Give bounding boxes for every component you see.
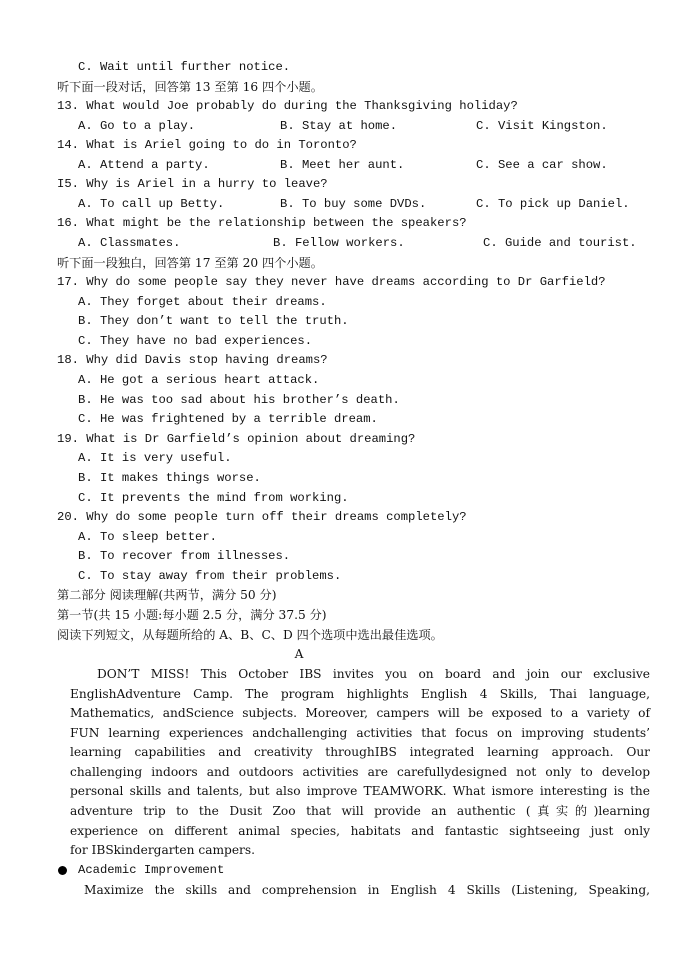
- q18-option-b: B. He was too sad about his brother’s death.: [78, 393, 400, 407]
- q15-option-b: B. To buy some DVDs.: [280, 197, 427, 211]
- q17-option-c: C. They have no bad experiences.: [78, 334, 313, 348]
- q13-option-c: C. Visit Kingston.: [476, 119, 608, 133]
- bullet-heading: Academic Improvement: [78, 863, 225, 877]
- passage-line: for IBSkindergarten campers.: [70, 843, 255, 857]
- part-two-heading: 第二部分 阅读理解(共两节，满分 50 分): [57, 588, 277, 602]
- q20-option-b: B. To recover from illnesses.: [78, 549, 291, 563]
- section-heading-17-20: 听下面一段独白，回答第 17 至第 20 四个小题。: [57, 256, 323, 270]
- section-one-heading: 第一节(共 15 小题:每小题 2.5 分，满分 37.5 分): [57, 608, 327, 622]
- section-heading-13-16: 听下面一段对话，回答第 13 至第 16 四个小题。: [57, 80, 323, 94]
- passage-line: FUN learning experiences andchallenging activities that focus on improving students’: [70, 726, 650, 740]
- passage-line: challenging indoors and outdoors activities are carefullydesigned not only to develop: [70, 765, 650, 779]
- passage-line: EnglishAdventure Camp. The program highlights English 4 Skills, Thai language,: [70, 687, 650, 701]
- question-14: 14. What is Ariel going to do in Toronto?: [57, 138, 357, 152]
- question-15: I5. Why is Ariel in a hurry to leave?: [57, 177, 328, 191]
- q19-option-b: B. It makes things worse.: [78, 471, 261, 485]
- question-20: 20. Why do some people turn off their dreams completely?: [57, 510, 467, 524]
- q20-option-c: C. To stay away from their problems.: [78, 569, 342, 583]
- passage-line: Mathematics, andScience subjects. Moreover, campers will be exposed to a variety of: [70, 706, 650, 720]
- passage-line: adventure trip to the Dusit Zoo that will provide an authentic (真实的)learning: [70, 804, 650, 818]
- passage-letter: A: [294, 647, 304, 661]
- q13-option-b: B. Stay at home.: [280, 119, 398, 133]
- reading-instructions: 阅读下列短文，从每题所给的 A、B、C、D 四个选项中选出最佳选项。: [57, 628, 443, 642]
- q14-option-a: A. Attend a party.: [78, 158, 210, 172]
- passage-line: experience on different animal species, habitats and fantastic sightseeing just only: [70, 824, 650, 838]
- q16-option-a: A. Classmates.: [78, 236, 181, 250]
- question-18: 18. Why did Davis stop having dreams?: [57, 353, 328, 367]
- q16-option-c: C. Guide and tourist.: [483, 236, 637, 250]
- q15-option-c: C. To pick up Daniel.: [476, 197, 630, 211]
- q12-option-c: C. Wait until further notice.: [78, 60, 291, 74]
- q14-option-c: C. See a car show.: [476, 158, 608, 172]
- question-13: 13. What would Joe probably do during the Thanksgiving holiday?: [57, 99, 518, 113]
- bullet-icon: [58, 866, 67, 875]
- question-19: 19. What is Dr Garfield’s opinion about dreaming?: [57, 432, 416, 446]
- q18-option-a: A. He got a serious heart attack.: [78, 373, 320, 387]
- q15-option-a: A. To call up Betty.: [78, 197, 225, 211]
- q19-option-a: A. It is very useful.: [78, 451, 232, 465]
- passage-line: learning capabilities and creativity throughIBS integrated learning approach. Our: [70, 745, 650, 759]
- q17-option-a: A. They forget about their dreams.: [78, 295, 327, 309]
- bullet-text: Maximize the skills and comprehension in English 4 Skills (Listening, Speaking,: [84, 883, 650, 897]
- q17-option-b: B. They don’t want to tell the truth.: [78, 314, 349, 328]
- q20-option-a: A. To sleep better.: [78, 530, 217, 544]
- q13-option-a: A. Go to a play.: [78, 119, 196, 133]
- question-17: 17. Why do some people say they never have dreams according to Dr Garfield?: [57, 275, 606, 289]
- q19-option-c: C. It prevents the mind from working.: [78, 491, 349, 505]
- q16-option-b: B. Fellow workers.: [273, 236, 405, 250]
- q18-option-c: C. He was frightened by a terrible dream.: [78, 412, 378, 426]
- passage-line: DON’T MISS! This October IBS invites you on board and join our exclusive: [97, 667, 650, 681]
- q14-option-b: B. Meet her aunt.: [280, 158, 405, 172]
- question-16: 16. What might be the relationship between the speakers?: [57, 216, 467, 230]
- passage-line: personal skills and talents, but also improve TEAMWORK. What ismore interesting is the: [70, 784, 650, 798]
